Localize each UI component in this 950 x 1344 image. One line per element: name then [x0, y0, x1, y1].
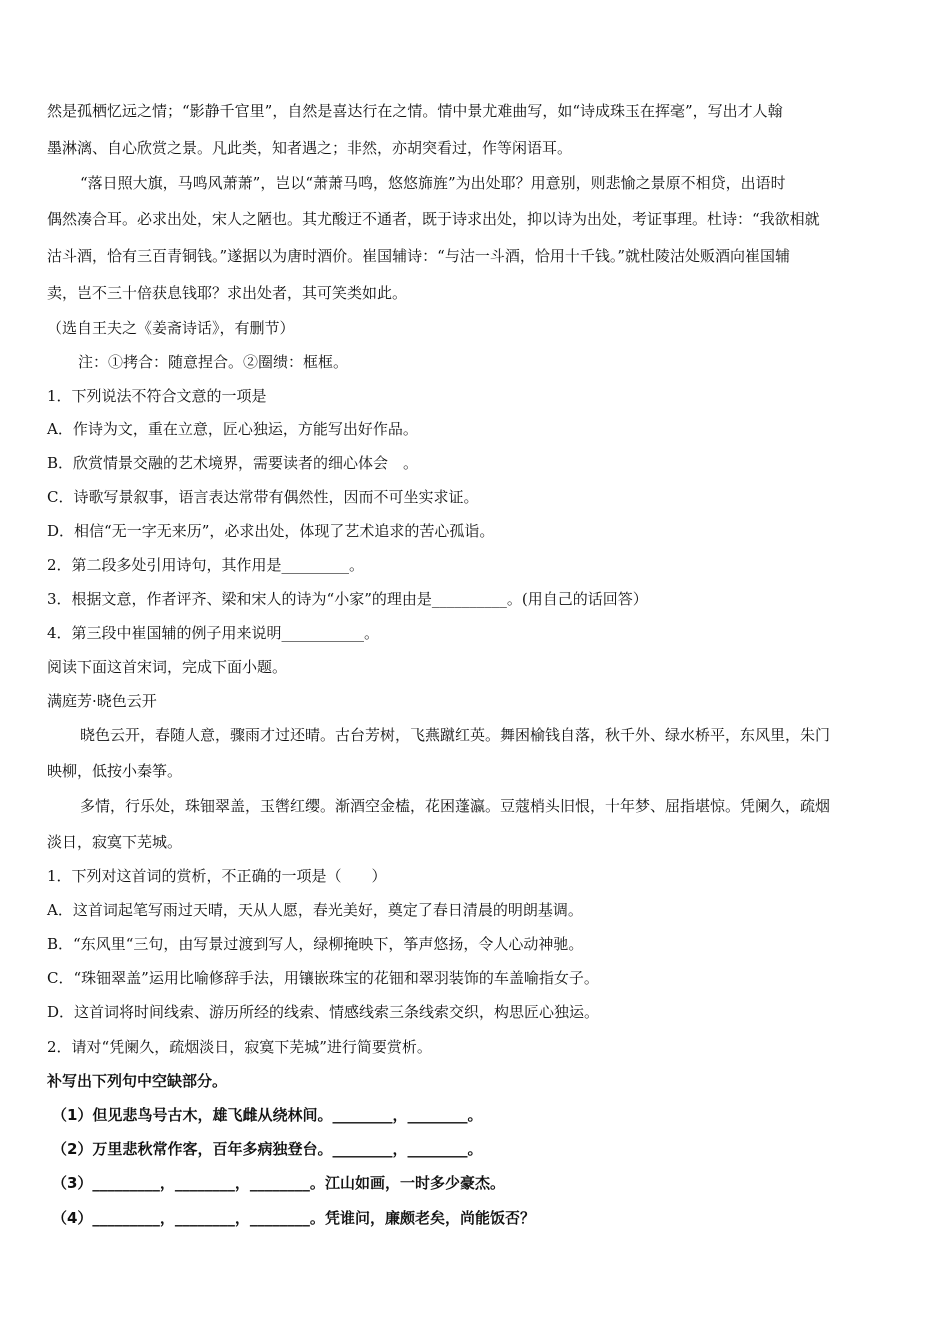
- fill-item: （4）_________，________，________。凭谁问，廉颇老矣，尚能饭否？: [52, 1209, 535, 1227]
- option: A．作诗为文，重在立意，匠心独运，方能写出好作品。: [47, 420, 418, 438]
- option: D．相信“无一字无来历”，必求出处，体现了艺术追求的苦心孤诣。: [47, 522, 495, 540]
- passage-line: 墨淋漓、自心欣赏之景。凡此类，知者遇之；非然，亦胡突看过，作等闲语耳。: [47, 139, 573, 157]
- poem-line: 晓色云开，春随人意，骤雨才过还晴。古台芳树，飞燕蹴红英。舞困榆钱自落，秋千外、绿水桥平，东风里，朱门: [80, 726, 831, 744]
- passage-line: 然是孤栖忆远之情；“影静千官里”，自然是喜达行在之情。情中景尤难曲写，如“诗成珠玉在挥毫”，写出才人翰: [47, 102, 783, 120]
- poem-line: 多情，行乐处，珠钿翠盖，玉辔红缨。渐酒空金榼，花困蓬瀛。豆蔻梢头旧恨，十年梦、屈指堪惊。凭阑久，疏烟: [80, 797, 831, 815]
- question: 2．请对“凭阑久，疏烟淡日，寂寞下芜城”进行简要赏析。: [47, 1038, 432, 1056]
- option: B．欣赏情景交融的艺术境界，需要读者的细心体会 。: [47, 454, 419, 472]
- question: 1．下列说法不符合文意的一项是: [47, 387, 267, 405]
- fill-item: （2）万里悲秋常作客，百年多病独登台。________，________。: [52, 1140, 483, 1158]
- option: A．这首词起笔写雨过天晴，天从人愿，春光美好，奠定了春日清晨的明朗基调。: [47, 901, 583, 919]
- fill-heading: 补写出下列句中空缺部分。: [47, 1072, 228, 1090]
- option: D．这首词将时间线索、游历所经的线索、情感线索三条线索交织，构思匠心独运。: [47, 1003, 600, 1021]
- poem-line: 淡日，寂寞下芜城。: [47, 833, 183, 851]
- fill-item: （1）但见悲鸟号古木，雄飞雌从绕林间。________，________。: [52, 1106, 483, 1124]
- fill-item: （3）_________，________，________。江山如画，一时多少豪杰。: [52, 1174, 505, 1192]
- section-intro: 阅读下面这首宋词，完成下面小题。: [47, 658, 288, 676]
- question: 1．下列对这首词的赏析，不正确的一项是（ ）: [47, 867, 387, 885]
- passage-line: “落日照大旗，马鸣风萧萧”，岂以“萧萧马鸣，悠悠旆旌”为出处耶？用意别，则悲愉之景原不相贷，出语时: [80, 174, 786, 192]
- passage-line: 卖，岂不三十倍获息钱耶？求出处者，其可笑类如此。: [47, 284, 408, 302]
- question: 4．第三段中崔国辅的例子用来说明___________。: [47, 624, 380, 642]
- footnote: 注：①拷合：随意捏合。②圈缋：框框。: [78, 353, 349, 371]
- option: C．“珠钿翠盖”运用比喻修辞手法，用镶嵌珠宝的花钿和翠羽装饰的车盖喻指女子。: [47, 969, 599, 987]
- poem-title: 满庭芳·晓色云开: [47, 692, 157, 710]
- source-citation: （选自王夫之《姜斋诗话》，有删节）: [47, 319, 295, 337]
- question: 3．根据文意，作者评齐、梁和宋人的诗为“小家”的理由是__________。(用自己的话回答）: [47, 590, 648, 608]
- option: B．“东风里“三句，由写景过渡到写人，绿柳掩映下，筝声悠扬，令人心动神驰。: [47, 935, 584, 953]
- option: C．诗歌写景叙事，语言表达常带有偶然性，因而不可坐实求证。: [47, 488, 479, 506]
- poem-line: 映柳，低按小秦筝。: [47, 762, 183, 780]
- passage-line: 沽斗酒，恰有三百青铜钱。”遂据以为唐时酒价。崔国辅诗：“与沽一斗酒，恰用十千钱。”就杜陵沽处贩酒向崔国辅: [47, 247, 791, 265]
- passage-line: 偶然凑合耳。必求出处，宋人之陋也。其尤酸迂不通者，既于诗求出处，抑以诗为出处，考证事理。杜诗：“我欲相就: [47, 210, 820, 228]
- question: 2．第二段多处引用诗句，其作用是_________。: [47, 556, 365, 574]
